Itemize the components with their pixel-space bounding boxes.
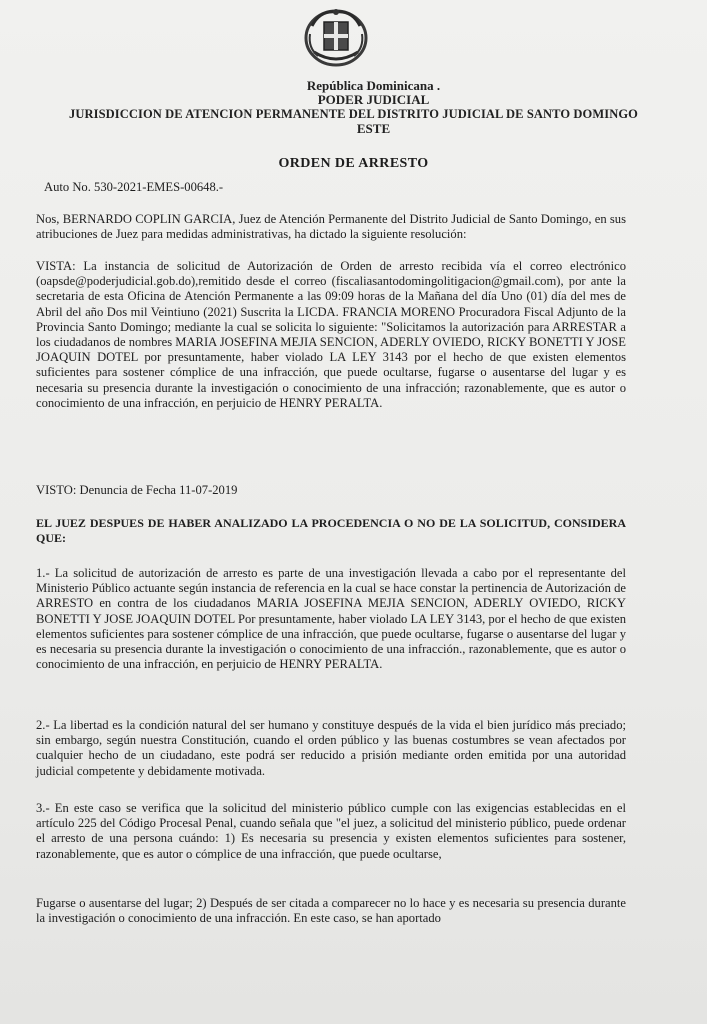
- document-title: ORDEN DE ARRESTO: [278, 156, 429, 171]
- header-country: República Dominicana .: [306, 78, 441, 93]
- auto-number: Auto No. 530-2021-EMES-00648.-: [44, 180, 224, 194]
- paragraph-2: 2.- La libertad es la condición natural del ser humano y constituye después de la vida el bien jurídico más preciado; sin embargo, según nuestra Constitución, cuando el orden público y las buenas costumbres se vean afectados por cualquier hecho de un ciudadano, este podrá ser reducido a prisión mediante orden emitida por una autoridad judicial competente y debidamente motivada.: [36, 718, 626, 778]
- paragraph-3: 3.- En este caso se verifica que la solicitud del ministerio público cumple con las exigencias establecidas en el artículo 225 del Código Procesal Penal, cuando señala que "el juez, a solicitud del ministerio público, puede ordenar el arresto de una persona cuándo: 1) Es necesaria su presencia y existen elementos suficientes para sostener, razonablemente, que es autor o cómplice de una infracción, que puede ocultarse,: [36, 801, 626, 861]
- paragraph-nos: Nos, BERNARDO COPLIN GARCIA, Juez de Atención Permanente del Distrito Judicial de Santo Domingo, en sus atribuciones de Juez para medidas administrativas, ha dictado la siguiente resolución:: [36, 212, 626, 242]
- paragraph-considera: EL JUEZ DESPUES DE HABER ANALIZADO LA PROCEDENCIA O NO DE LA SOLICITUD, CONSIDERA QUE:: [36, 516, 626, 546]
- paragraph-visto: VISTO: Denuncia de Fecha 11-07-2019: [36, 483, 238, 497]
- coat-of-arms-icon: [300, 4, 372, 68]
- paragraph-4: Fugarse o ausentarse del lugar; 2) Después de ser citada a comparecer no lo hace y es necesaria su presencia durante la investigación o conocimiento de una infracción. En este caso, se han aportado: [36, 896, 626, 926]
- header-branch: PODER JUDICIAL: [317, 92, 430, 107]
- header-jurisdiction-cont: ESTE: [356, 121, 391, 136]
- paragraph-vista: VISTA: La instancia de solicitud de Autorización de Orden de arresto recibida vía el correo electrónico (oapsde@poderjudicial.gob.do),remitido desde el correo (fiscaliasantodomingolitigacion@gmail.com), por ante la secretaria de esta Oficina de Atención Permanente a las 09:09 horas de la Mañana del día Uno (01) día del mes de Abril del año Dos mil Veintiuno (2021) Suscrita la LICDA. FRANCIA MORENO Procuradora Fiscal Adjunto de la Provincia Santo Domingo; mediante la cual se solicita lo siguiente: "Solicitamos la autorización para ARRESTAR a los ciudadanos de nombres MARIA JOSEFINA MEJIA SENCION, ADERLY OVIEDO, RICKY BONETTI Y JOSE JOAQUIN DOTEL por presuntamente, haber violado LA LEY 3143 por el hecho de que existen elementos suficientes para sostener cómplice de una infracción, que puede ocultarse, fugarse o ausentarse del lugar y es necesaria su presencia durante la investigación o conocimiento de una infracción; razonablemente, que es autor o conocimiento de una infracción, en perjuicio de HENRY PERALTA.: [36, 259, 626, 410]
- header-jurisdiction: JURISDICCION DE ATENCION PERMANENTE DEL DISTRITO JUDICIAL DE SANTO DOMINGO: [69, 107, 638, 121]
- paragraph-1: 1.- La solicitud de autorización de arresto es parte de una investigación llevada a cabo por el representante del Ministerio Público actuante según instancia de referencia en la cual se hace constar la pertinencia de Autorización de ARRESTO en contra de los ciudadanos MARIA JOSEFINA MEJIA SENCION, ADERLY OVIEDO, RICKY BONETTI Y JOSE JOAQUIN DOTEL Por presuntamente, haber violado LA LEY 3143, por el hecho de que existen elementos suficientes para sostener cómplice de una infracción, que puede ocultarse, fugarse o ausentarse del lugar y es necesaria su presencia durante la investigación o conocimiento de una infracción., razonablemente, que es autor o conocimiento de una infracción, en perjuicio de HENRY PERALTA.: [36, 566, 626, 672]
